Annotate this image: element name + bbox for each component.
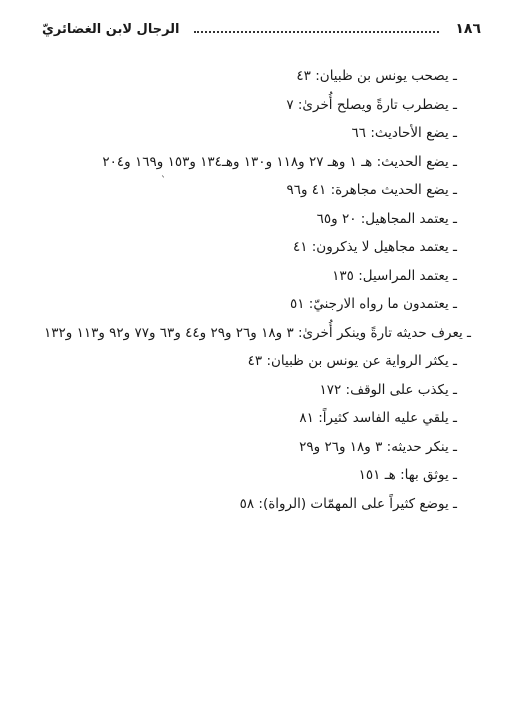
index-entry: ـ يعرف حديثه تارةً وينكر أُخرىٰ: ٣ و١٨ و٢٦ و٢٩ و٤٤ و٦٣ و٧٧ و٩٢ و١١٣ و١٣٢ [43,324,471,341]
stray-mark: ` [161,176,166,187]
index-entry: ـ يضع الحديث: هـ ١ وهـ ٢٧ و١١٨ و١٣٠ وهـ١٣٤ و١٥٣ و١٦٩ و٢٠٤ [102,153,457,170]
index-entry-list [43,62,471,518]
index-entry: ـ يعتمد المجاهيل: ٢٠ و٦٥ [316,210,457,227]
index-entry: ـ يعتمد المراسيل: ١٣٥ [332,267,457,284]
index-entry: ـ يلقي عليه الفاسد كثيراً: ٨١ [299,410,457,426]
index-entry: ـ يضطرب تارةً ويصلح أُخرىٰ: ٧ [286,96,457,113]
page-header [42,18,481,40]
running-title: الرجال لابن الغضائريّ [42,21,180,37]
index-entry: ـ يعتمدون ما رواه الارجنيّ: ٥١ [290,296,457,312]
index-entry: ـ يضع الأحاديث: ٦٦ [351,125,457,141]
page-number: ١٨٦ [455,21,481,37]
index-entry: ـ يصحب يونس بن ظبيان: ٤٣ [296,68,457,84]
index-entry: ـ يوثق بها: هـ ١٥١ [358,467,457,483]
index-entry: ـ يوضع كثيراً على المهمّات (الرواة): ٥٨ [239,495,457,512]
header-dot-leader [194,31,440,33]
index-entry: ـ يكثر الرواية عن يونس بن ظبيان: ٤٣ [247,353,457,369]
index-entry: ـ يكذب على الوقف: ١٧٢ [319,381,457,398]
index-entry: ـ ينكر حديثه: ٣ و١٨ و٢٦ و٢٩ [299,438,457,455]
index-entry: ـ يعتمد مجاهيل لا يذكرون: ٤١ [292,239,457,255]
index-entry: ـ يضع الحديث مجاهرة: ٤١ و٩٦ [286,182,457,198]
